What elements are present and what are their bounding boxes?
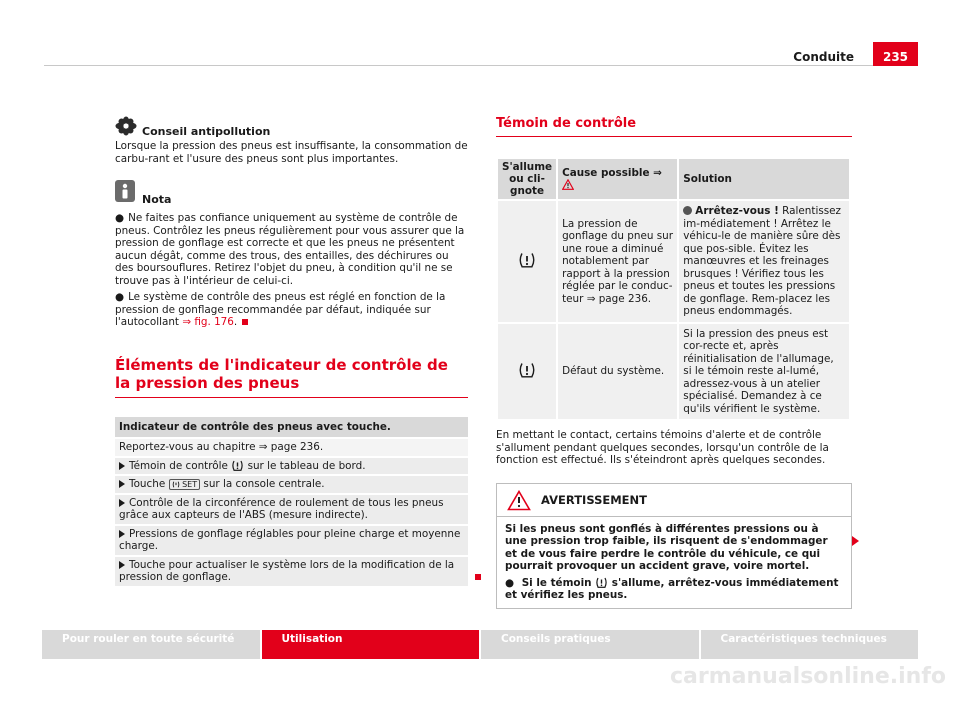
footer-nav	[42, 630, 918, 659]
step-item	[115, 458, 468, 475]
watermark: carmanualsonline.info	[670, 664, 946, 689]
arrow-icon	[119, 480, 125, 488]
end-of-section-marker	[242, 319, 248, 325]
step-2-text-a: Touche	[129, 478, 166, 490]
warning-triangle-icon	[562, 179, 574, 190]
tab-usage[interactable]: Utilisation	[262, 630, 480, 659]
col-header-cause-label: Cause possible ⇒	[562, 167, 662, 179]
lamp-cell	[498, 324, 556, 420]
figure-link[interactable]: ⇒ fig. 176	[182, 316, 234, 328]
stop-icon	[683, 206, 692, 215]
eco-title: Conseil antipollution	[142, 125, 271, 138]
warning-title: AVERTISSEMENT	[541, 492, 648, 507]
note-item-2-end: .	[233, 316, 238, 328]
solution-cell	[679, 201, 849, 322]
tire-pressure-icon	[517, 362, 537, 378]
warning-lamp-table	[496, 157, 851, 421]
stop-text: Arrêtez-vous !	[695, 205, 779, 217]
startup-info-text: En mettant le contact, certains témoins d'alerte et de contrôle s'allument pendant quelques secondes, lorsqu'un contrôle de la fonction est effectué. Ils s'éteindront après quelques secondes.	[496, 429, 829, 466]
control-section-title: Témoin de contrôle	[496, 116, 852, 137]
steps-reference[interactable]: Reportez-vous au chapitre ⇒ page 236.	[115, 439, 468, 456]
note-item-2	[115, 291, 468, 329]
cause-cell: Défaut du système.	[558, 324, 677, 420]
step-1-text-a: Témoin de contrôle	[129, 459, 228, 472]
tire-pressure-icon	[231, 460, 244, 471]
solution-cell: Si la pression des pneus est cor-recte et, après réinitialisation de l'allumage, si le témoin reste al-lumé, adressez-vous à un atelier spécialisé. Demandez à ce qu'ils vérifient le système.	[679, 324, 849, 420]
arrow-icon	[119, 561, 125, 569]
tab-technical-specs[interactable]: Caractéristiques techniques	[701, 630, 919, 659]
right-column	[496, 116, 852, 609]
set-key-button[interactable]	[169, 479, 201, 490]
col-header-cause	[558, 159, 677, 199]
section-title: Éléments de l'indicateur de contrôle de la pression des pneus	[115, 356, 468, 398]
steps-header: Indicateur de contrôle des pneus avec touche.	[115, 417, 468, 438]
col-header-lamp: S'allume ou cli-gnote	[498, 159, 556, 199]
step-item	[115, 495, 468, 524]
step-2-text-b: sur la console centrale.	[203, 478, 325, 490]
info-icon	[115, 180, 135, 202]
arrow-icon	[119, 530, 125, 538]
tab-safety[interactable]: Pour rouler en toute sécurité	[42, 630, 260, 659]
note-title: Nota	[142, 193, 172, 206]
note-item-1-text: Ne faites pas confiance uniquement au système de contrôle de pneus. Contrôlez les pneus régulièrement pour vous assurer que la pression de gonflage est correcte et que les pneus ne présentent aucun dégât, comme des trous, des entailles, des déchirures ou des boursouflures. Retirez l'objet du pneu, à condition qu'il ne se trouve pas à l'intérieur de celui-ci.	[115, 212, 465, 287]
set-key-label: SET	[182, 480, 198, 489]
eco-text: Lorsque la pression des pneus est insuffisante, la consommation de carbu-rant et l'usure des pneus sont plus importantes.	[115, 140, 468, 165]
warning-body	[497, 517, 851, 608]
step-item	[115, 476, 468, 493]
arrow-icon	[119, 499, 125, 507]
table-row	[498, 324, 849, 420]
left-column	[115, 116, 468, 588]
eco-tip	[115, 116, 468, 165]
steps-list	[115, 417, 468, 586]
step-3-text: Contrôle de la circonférence de roulement de tous les pneus grâce aux capteurs de l'ABS (mesure indirecte).	[119, 496, 444, 521]
tire-pressure-icon	[595, 577, 608, 588]
arrow-icon	[119, 462, 125, 470]
warning-header	[497, 484, 851, 517]
header-rule	[44, 65, 918, 66]
col-header-solution: Solution	[679, 159, 849, 199]
step-5-text: Touche pour actualiser le système lors de la modification de la pression de gonflage.	[119, 558, 455, 583]
flower-icon	[115, 116, 137, 136]
cause-cell: La pression de gonflage du pneu sur une roue a diminué notablement par rapport à la pression réglée par le conduc-teur ⇒ page 236.	[558, 201, 677, 322]
solution-text: Ralentissez im-médiatement ! Arrêtez le véhicu-le de manière sûre dès que pos-sible. Évitez les manœuvres et les freinages brusques ! Vérifiez tous les pneus et toutes les pressions de gonflage. Rem-placez les pneus endommagés.	[683, 205, 842, 317]
note-box	[115, 187, 468, 329]
warning-paragraph: Si les pneus sont gonflés à différentes pressions ou à une pression trop faible, ils risquent de s'endommager et de vous faire perdre le contrôle du véhicule, ce qui pourrait provoquer un accident grave, voire mortel.	[505, 522, 828, 572]
bullet-icon: ●	[505, 576, 515, 589]
warning-bullet-text-a: Si le témoin	[521, 576, 592, 589]
note-item-1	[115, 212, 468, 287]
warning-bullet-text-b: s'allume, arrêtez-vous immédiatement et vérifiez les pneus.	[505, 576, 839, 601]
table-row	[498, 201, 849, 322]
page-number: 235	[873, 42, 918, 66]
tab-practical-tips[interactable]: Conseils pratiques	[481, 630, 699, 659]
step-item	[115, 526, 468, 555]
bullet-icon: ●	[115, 212, 125, 224]
step-4-text: Pressions de gonflage réglables pour pleine charge et moyenne charge.	[119, 527, 461, 552]
tire-pressure-icon	[172, 481, 180, 488]
lamp-cell	[498, 201, 556, 322]
step-1-text-b: sur le tableau de bord.	[247, 459, 366, 472]
step-item	[115, 557, 468, 586]
continue-arrow-icon	[852, 536, 859, 546]
warning-triangle-icon	[507, 490, 531, 511]
note-item-2-text: Le système de contrôle des pneus est réglé en fonction de la pression de gonflage recommandée par défaut, indiquée sur l'autocollant	[115, 291, 446, 328]
end-of-section-marker	[475, 574, 481, 580]
warning-bullet	[505, 577, 843, 602]
tire-pressure-icon	[517, 252, 537, 268]
table-header-row	[498, 159, 849, 199]
chapter-title: Conduite	[793, 50, 854, 64]
bullet-icon: ●	[115, 291, 125, 303]
warning-box	[496, 483, 852, 609]
